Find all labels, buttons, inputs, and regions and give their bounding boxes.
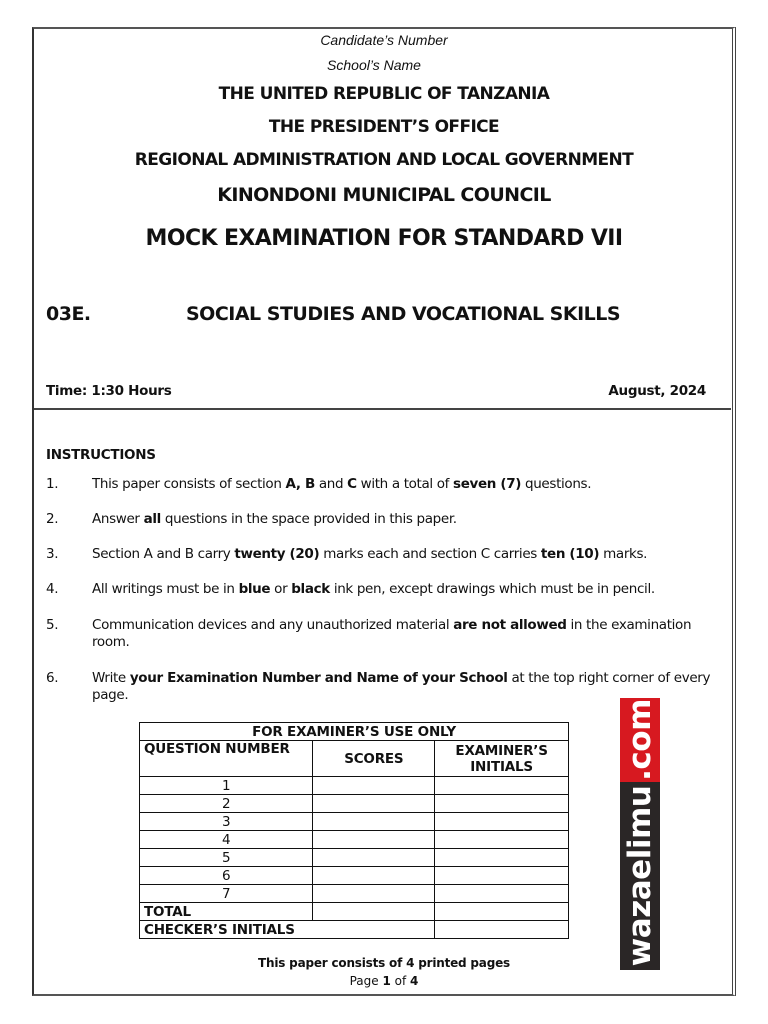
instruction-number: 3. — [46, 546, 59, 562]
question-number-cell: 3 — [140, 813, 313, 831]
score-cell[interactable] — [313, 849, 435, 867]
instruction-text: Write your Examination Number and Name of your School at the top right corner of every page. — [92, 670, 711, 703]
watermark-main: wazaelimu — [622, 785, 658, 967]
checker-row — [140, 921, 569, 939]
header-question-number: QUESTION NUMBER — [140, 741, 313, 777]
candidate-number-label: Candidate’s Number — [320, 32, 448, 48]
initials-cell[interactable] — [435, 777, 569, 795]
header-council: KINONDONI MUNICIPAL COUNCIL — [217, 184, 551, 206]
watermark-red-block — [620, 698, 660, 782]
initials-cell[interactable] — [435, 795, 569, 813]
question-number-cell: 5 — [140, 849, 313, 867]
instruction-number: 1. — [46, 476, 59, 492]
question-number-cell: 6 — [140, 867, 313, 885]
score-cell[interactable] — [313, 795, 435, 813]
table-row — [140, 831, 569, 849]
subject-code: 03E. — [46, 303, 91, 325]
header-office: THE PRESIDENT’S OFFICE — [268, 117, 500, 137]
initials-cell[interactable] — [435, 813, 569, 831]
header-examiner-initials: EXAMINER’S INITIALS — [435, 741, 569, 777]
school-name-label: School’s Name — [327, 57, 421, 73]
table-row — [140, 867, 569, 885]
divider — [34, 408, 731, 410]
exam-title: MOCK EXAMINATION FOR STANDARD VII — [145, 226, 623, 251]
instruction-number: 2. — [46, 511, 59, 527]
checker-initials-cell[interactable] — [435, 921, 569, 939]
instruction-number: 4. — [46, 581, 59, 597]
instruction-text: All writings must be in blue or black ink pen, except drawings which must be in pencil. — [92, 581, 655, 597]
total-initials-cell[interactable] — [435, 903, 569, 921]
instruction-number: 6. — [46, 670, 59, 686]
score-cell[interactable] — [313, 867, 435, 885]
table-row — [140, 795, 569, 813]
initials-cell[interactable] — [435, 867, 569, 885]
page-number: Page 1 of 4 — [349, 974, 419, 988]
table-row — [140, 813, 569, 831]
table-row — [140, 777, 569, 795]
wazaelimu-watermark — [620, 698, 660, 970]
examiner-use-table — [139, 722, 569, 939]
header-country: THE UNITED REPUBLIC OF TANZANIA — [218, 84, 550, 104]
instruction-text: Answer all questions in the space provided in this paper. — [92, 511, 457, 527]
initials-cell[interactable] — [435, 849, 569, 867]
question-number-cell: 7 — [140, 885, 313, 903]
instruction-text: Communication devices and any unauthorized material are not allowed in the examination room. — [92, 617, 692, 650]
score-cell[interactable] — [313, 885, 435, 903]
watermark-suffix: .com — [622, 699, 658, 781]
score-cell[interactable] — [313, 777, 435, 795]
watermark-dark-block — [620, 782, 660, 970]
header-scores: SCORES — [313, 741, 435, 777]
total-score-cell[interactable] — [313, 903, 435, 921]
instruction-number: 5. — [46, 617, 59, 633]
question-number-cell: 2 — [140, 795, 313, 813]
question-number-cell: 4 — [140, 831, 313, 849]
pages-note: This paper consists of 4 printed pages — [258, 956, 510, 970]
total-row — [140, 903, 569, 921]
score-cell[interactable] — [313, 813, 435, 831]
exam-date: August, 2024 — [608, 383, 706, 399]
exam-duration: Time: 1:30 Hours — [46, 383, 172, 399]
question-number-cell: 1 — [140, 777, 313, 795]
table-caption: FOR EXAMINER’S USE ONLY — [140, 723, 569, 741]
instruction-text: This paper consists of section A, B and C with a total of seven (7) questions. — [92, 476, 592, 492]
initials-cell[interactable] — [435, 885, 569, 903]
table-row — [140, 849, 569, 867]
subject-title: SOCIAL STUDIES AND VOCATIONAL SKILLS — [186, 303, 621, 325]
total-label: TOTAL — [140, 903, 313, 921]
instructions-title: INSTRUCTIONS — [46, 447, 156, 463]
table-row — [140, 885, 569, 903]
instruction-text: Section A and B carry twenty (20) marks each and section C carries ten (10) marks. — [92, 546, 648, 562]
initials-cell[interactable] — [435, 831, 569, 849]
checker-initials-label: CHECKER’S INITIALS — [140, 921, 435, 939]
score-cell[interactable] — [313, 831, 435, 849]
header-ministry: REGIONAL ADMINISTRATION AND LOCAL GOVERNMENT — [134, 150, 634, 170]
